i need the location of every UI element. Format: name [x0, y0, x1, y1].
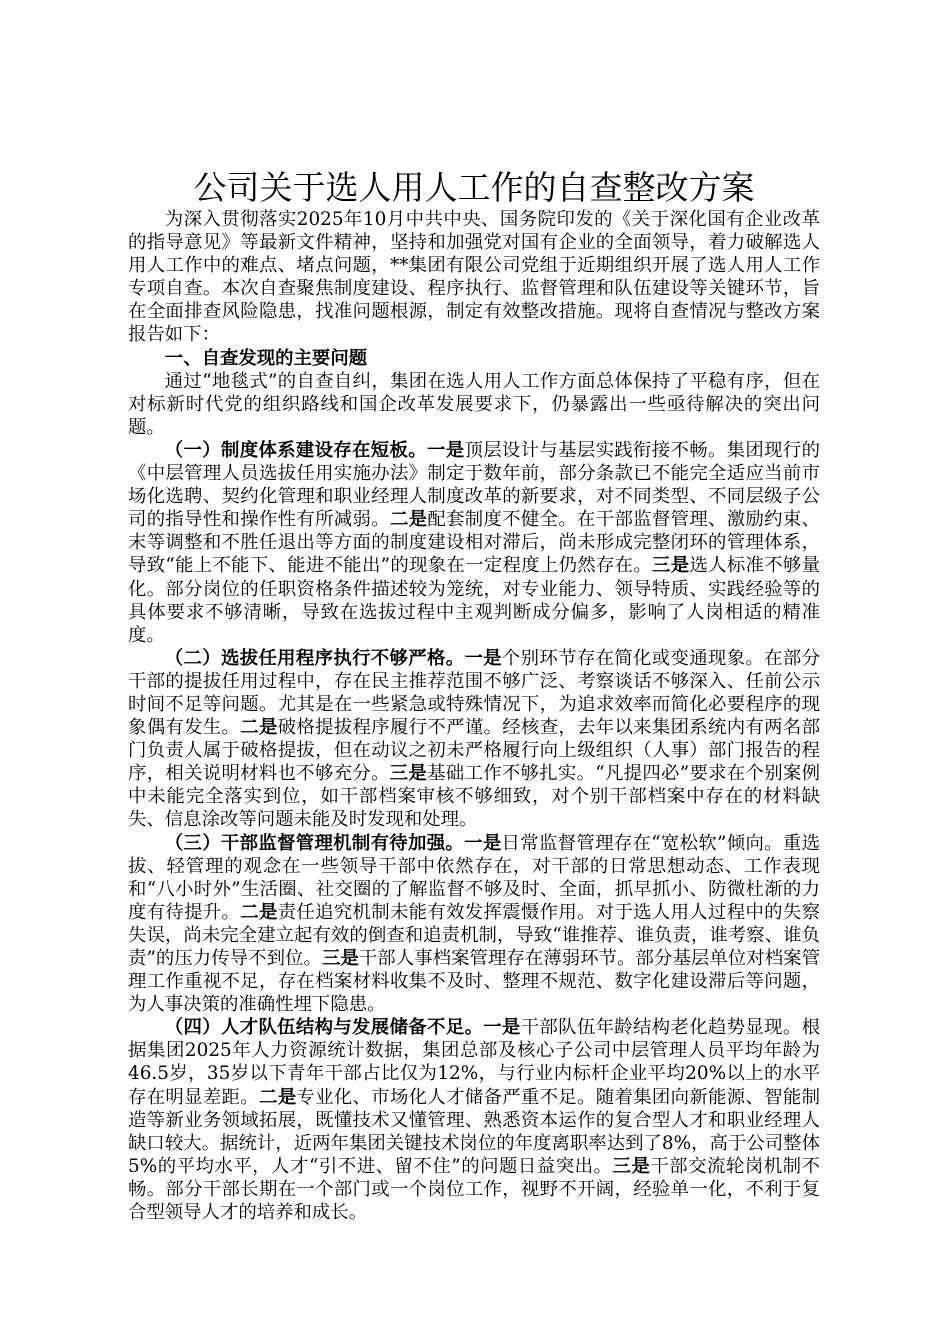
point-text: 基础工作不够扎实。“凡提四必”要求在个别案例中未能完全落实到位，如干部档案审核不够细致，对个别干部档案中存在的材料缺失、信息涂改等问题未能及时发现和处理。: [128, 763, 820, 831]
problem-item-3: [128, 832, 820, 1017]
point-text: 日常监督管理存在“宽松软”倾向。重选拔、轻管理的观念在一些领导干部中依然存在，对干部的日常思想动态、工作表现和“八小时外”生活圈、社交圈的了解监督不够及时、全面，抓早抓小、防微杜渐的力度有待提升。: [128, 832, 820, 923]
point-marker: 二是: [240, 901, 278, 923]
point-marker: 三是: [321, 948, 359, 969]
point-marker: 三是: [612, 1155, 651, 1177]
problem-item-1-heading: （一）制度体系建设存在短板。: [164, 439, 427, 461]
point-text: 专业化、市场化人才储备严重不足。随着集团向新能源、智能制造等新业务领域拓展，既懂技术又懂管理、熟悉资本运作的复合型人才和职业经理人缺口较大。据统计，近两年集团关键技术岗位的年度离职率达到了8%，高于公司整体5%的平均水平，人才“引不进、留不住”的问题日益突出。: [128, 1086, 820, 1177]
point-text: 顶层设计与基层实践衔接不畅。集团现行的《中层管理人员选拔任用实施办法》制定于数年前，部分条款已不能完全适应当前市场化选聘、契约化管理和职业经理人制度改革的新要求，对不同类型、不同层级子公司的指导性和操作性有所减弱。: [128, 439, 820, 531]
document-page: [128, 168, 820, 1224]
point-text: 干部人事档案管理存在薄弱环节。部分基层单位对档案管理工作重视不足，存在档案材料收集不及时、整理不规范、数字化建设滞后等问题，为人事决策的准确性埋下隐患。: [128, 948, 820, 1016]
problem-item-1: [128, 439, 820, 647]
point-text: 配套制度不健全。在干部监督管理、激励约束、末等调整和不胜任退出等方面的制度建设相对滞后，尚未形成完整闭环的管理体系，导致“能上不能下、能进不能出”的现象在一定程度上仍然存在。: [128, 509, 820, 577]
section-intro-paragraph: 通过“地毯式”的自查自纠，集团在选人用人工作方面总体保持了平稳有序，但在对标新时代党的组织路线和国企改革发展要求下，仍暴露出一些亟待解决的突出问题。: [128, 370, 820, 438]
problem-item-3-heading: （三）干部监督管理机制有待加强。: [164, 832, 465, 854]
point-marker: 二是: [258, 1086, 297, 1108]
problem-item-2: [128, 647, 820, 832]
intro-paragraph: 为深入贯彻落实2025年10月中共中央、国务院印发的《关于深化国有企业改革的指导意见》等最新文件精神，坚持和加强党对国有企业的全面领导，着力破解选人用人工作中的难点、堵点问题，**集团有限公司党组于近期组织开展了选人用人工作专项自查。本次自查聚焦制度建设、程序执行、监督管理和队伍建设等关键环节，旨在全面排查风险隐患，找准问题根源，制定有效整改措施。现将自查情况与整改方案报告如下：: [128, 209, 820, 346]
problem-item-4-heading: （四）人才队伍结构与发展储备不足。: [164, 1017, 484, 1039]
section-heading: 一、自查发现的主要问题: [164, 347, 368, 369]
point-text: 责任追究机制未能有效发挥震慑作用。对于选人用人过程中的失察失误，尚未完全建立起有效的倒查和追责机制，导致“谁推荐、谁负责，谁考察、谁负责”的压力传导不到位。: [128, 901, 820, 969]
point-marker: 三是: [389, 763, 428, 785]
document-title: 公司关于选人用人工作的自查整改方案: [193, 168, 755, 207]
point-marker: 二是: [389, 509, 428, 531]
point-marker: 三是: [652, 555, 690, 577]
point-marker: 二是: [240, 717, 278, 739]
point-marker: 一是: [483, 1017, 521, 1039]
point-text: 干部交流轮岗机制不畅。部分干部长期在一个部门或一个岗位工作，视野不开阔，经验单一化，不利于复合型领导人才的培养和成长。: [128, 1155, 820, 1224]
point-text: 个别环节存在简化或变通现象。在部分干部的提拔任用过程中，存在民主推荐范围不够广泛、考察谈话不够深入、任前公示时间不足等问题。尤其是在一些紧急或特殊情况下，为追求效率而简化必要程序的现象偶有发生。: [128, 647, 820, 739]
point-text: 选人标准不够量化。部分岗位的任职资格条件描述较为笼统，对专业能力、领导特质、实践经验等的具体要求不够清晰，导致在选拔过程中主观判断成分偏多，影响了人岗相适的精准度。: [128, 555, 820, 646]
point-text: 干部队伍年龄结构老化趋势显现。根据集团2025年人力资源统计数据，集团总部及核心子公司中层管理人员平均年龄为46.5岁，35岁以下青年干部占比仅为12%，与行业内标杆企业平均20%以上的水平存在明显差距。: [128, 1017, 820, 1108]
point-text: 破格提拔程序履行不严谨。经核查，去年以来集团系统内有两名部门负责人属于破格提拔，但在动议之初未严格履行向上级组织（人事）部门报告的程序，相关说明材料也不够充分。: [128, 717, 820, 785]
problem-item-2-heading: （二）选拔任用程序执行不够严格。: [164, 647, 465, 669]
point-marker: 一是: [427, 439, 465, 461]
point-marker: 一是: [464, 832, 502, 854]
problem-item-4: [128, 1016, 820, 1224]
point-marker: 一是: [464, 647, 502, 669]
